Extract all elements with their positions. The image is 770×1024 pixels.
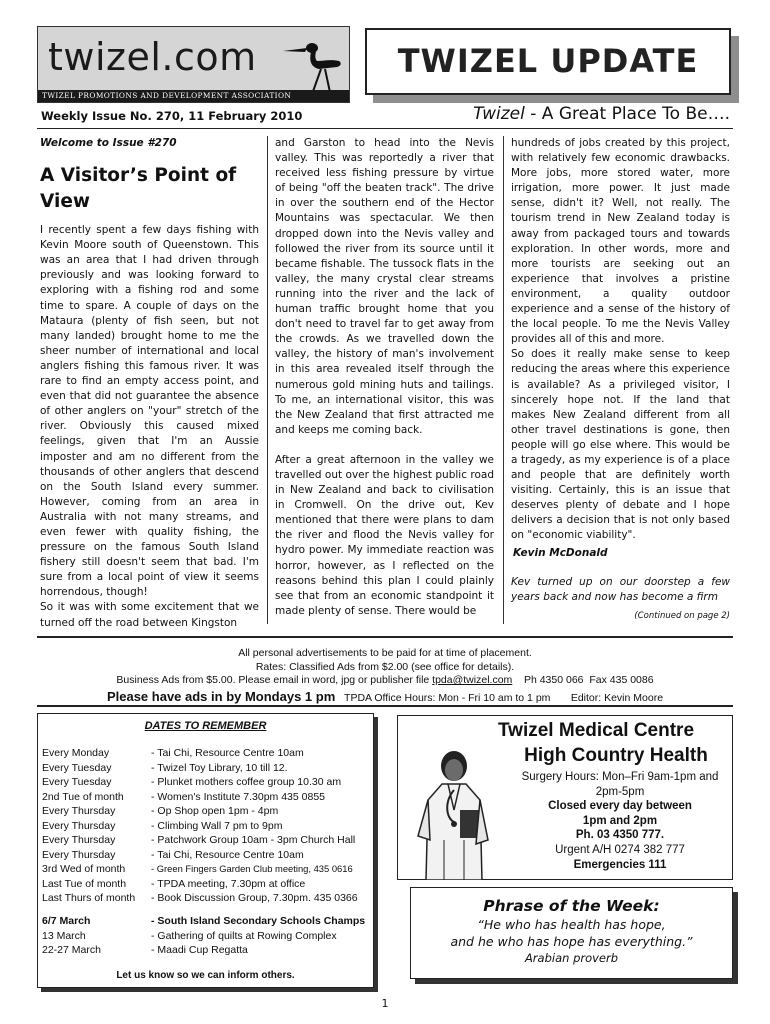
ads-rates: Rates: Classified Ads from $2.00 (see office for details). bbox=[255, 660, 515, 673]
date-event: - Women's Institute 7.30pm 435 0855 bbox=[151, 790, 325, 803]
date-day: Every Thursday bbox=[42, 819, 116, 832]
phrase-author: Arabian proverb bbox=[524, 951, 619, 965]
phrase-line-1: “He who has health has hope, bbox=[477, 917, 666, 932]
date-day: 6/7 March bbox=[42, 915, 91, 927]
date-day: Every Thursday bbox=[42, 848, 116, 861]
ads-business-rates bbox=[37, 674, 733, 688]
ads-deadline-line bbox=[37, 690, 733, 706]
date-day: Every Tuesday bbox=[42, 761, 112, 774]
date-event: - Tai Chi, Resource Centre 10am bbox=[151, 747, 304, 759]
tagline-place: Twizel bbox=[473, 104, 525, 124]
date-event: - South Island Secondary Schools Champs bbox=[151, 915, 366, 927]
newsletter-title: TWIZEL UPDATE bbox=[397, 42, 699, 80]
association-banner: TWIZEL PROMOTIONS AND DEVELOPMENT ASSOCIATION bbox=[38, 90, 349, 102]
logo-wordmark: twizel.com bbox=[48, 35, 257, 79]
masthead-logo bbox=[37, 26, 350, 103]
article-paragraph: hundreds of jobs created by this project, with relatively few economic drawbacks. More jobs, more stored water, more irrigation, more power. It just made sense, didn't it? Well, not really. The tourism trend in New Zealand today is away from packaged tours and towards exploration. In other words, more and more tourists are seeking out an experience that involves a pristine environment, a quality outdoor experience and a sense of the history of the local people. To me the Nevis Valley provides all of this and more. bbox=[511, 137, 730, 346]
ads-deadline: Please have ads in by Mondays 1 pm bbox=[106, 688, 336, 704]
continued-note: (Continued on page 2) bbox=[634, 611, 730, 621]
column-divider bbox=[267, 136, 268, 624]
date-day: Last Tue of month bbox=[42, 877, 127, 890]
date-event: - Plunket mothers coffee group 10.30 am bbox=[151, 776, 342, 788]
date-event: - TPDA meeting, 7.30pm at office bbox=[151, 877, 306, 890]
date-day: 2nd Tue of month bbox=[42, 790, 124, 803]
dates-title: DATES TO REMEMBER bbox=[144, 720, 267, 732]
article-column-3 bbox=[511, 136, 730, 605]
office-hours: TPDA Office Hours: Mon - Fri 10 am to 1 pm bbox=[344, 691, 551, 704]
author-footnote: Kev turned up on our doorstep a few years back and now has become a firm bbox=[511, 575, 730, 603]
date-day: Last Thurs of month bbox=[42, 892, 136, 904]
ads-email-link[interactable]: tpda@twizel.com bbox=[432, 674, 513, 686]
medical-centre-box bbox=[397, 715, 733, 880]
paragraph-spacer bbox=[275, 438, 494, 453]
dates-footer: Let us know so we can inform others. bbox=[116, 970, 295, 981]
advertising-info bbox=[37, 636, 733, 707]
medical-phone: Ph. 03 4350 777. bbox=[575, 829, 665, 842]
date-event: - Green Fingers Garden Club meeting, 435 0616 bbox=[151, 863, 353, 874]
article-column-2 bbox=[275, 136, 494, 619]
doctor-illustration-icon bbox=[404, 740, 502, 880]
medical-centre-info bbox=[506, 770, 734, 872]
stilt-bird-icon bbox=[281, 31, 343, 99]
date-day: Every Tuesday bbox=[42, 776, 112, 788]
date-day: 3rd Wed of month bbox=[42, 863, 126, 875]
article-paragraph: After a great afternoon in the valley we travelled out over the highest public road in New Zealand and back to civilisation in Cromwell. On the drive out, Kev mentioned that there were plans to dam the river and flood the Nevis valley for hydro power. My immediate reaction was horror, however, as I reflected on the reasons behind this plan I could plainly see that from an economic standpoint it made plenty of sense. There would be bbox=[275, 453, 494, 617]
header-divider bbox=[37, 128, 733, 129]
phrase-line-2: and he who has hope has everything.” bbox=[450, 934, 693, 949]
page-number: 1 bbox=[381, 997, 389, 1010]
dates-to-remember bbox=[37, 713, 374, 988]
article-headline: A Visitor’s Point of View bbox=[40, 165, 237, 213]
date-day: 22-27 March bbox=[42, 944, 101, 956]
urgent-after-hours: Urgent A/H 0274 382 777 bbox=[555, 843, 685, 856]
date-event: - Patchwork Group 10am - 3pm Church Hall bbox=[151, 834, 356, 846]
date-event: - Op Shop open 1pm - 4pm bbox=[151, 805, 279, 817]
surgery-hours: Surgery Hours: Mon–Fri 9am-1pm and bbox=[521, 771, 719, 783]
phrase-of-the-week bbox=[410, 887, 733, 979]
medical-centre-subtitle: High Country Health bbox=[524, 745, 708, 766]
article-author: Kevin McDonald bbox=[513, 546, 608, 559]
article-paragraph: So it was with some excitement that we turned off the road between Kingston bbox=[40, 601, 259, 629]
date-event: - Gathering of quilts at Rowing Complex bbox=[151, 929, 337, 942]
date-day: Every Thursday bbox=[42, 834, 116, 846]
tagline bbox=[473, 104, 730, 124]
medical-centre-title: Twizel Medical Centre bbox=[497, 720, 695, 741]
ads-contact-numbers: Ph 4350 066 Fax 435 0086 bbox=[512, 674, 654, 686]
date-event: - Tai Chi, Resource Centre 10am bbox=[151, 848, 304, 861]
issue-info: Weekly Issue No. 270, 11 February 2010 bbox=[41, 109, 303, 123]
article-paragraph: I recently spent a few days fishing with Kevin Moore south of Queenstown. This was an area that I had driven through previously and was looking forward to exploring with a fishing rod and some time to spare. A couple of days on the Mataura (plenty of fish seen, but not many landed) brought home to me the sheer number of international and local anglers fishing this famous river. It was rare to find an empty access point, and even that did not guarantee the absence of other anglers on "your" stretch of the river. Obviously this caused mixed feelings, given that I'm an Aussie imposter and am no different from the thousands of other anglers that descend on the South Island every summer. However, coming from an area in Australia with not many streams, and even fewer with quality fishing, the pressure on the famous South Island fishery still doesn't seem that bad. I'm sure from a local point of view it seems horrendous, though! bbox=[40, 224, 259, 599]
newsletter-title-box bbox=[365, 28, 731, 95]
emergency-number: Emergencies 111 bbox=[573, 858, 667, 871]
article-paragraph: So does it really make sense to keep reducing the areas where this experience is available? As a privileged visitor, I sincerely hope not. If the land that makes New Zealand different from all other travel destinations is gone, then people will go else where. This would be a tragedy, as my experience is of a place and people that are definitely worth visiting. Certainly, this is an issue that deserves plenty of debate and I hope delivers a decision that is not only based on "economic viability". bbox=[511, 348, 730, 542]
surgery-hours-afternoon: 2pm-5pm bbox=[595, 785, 645, 798]
ads-business-text: Business Ads from $5.00. Please email in word, jpg or publisher file bbox=[116, 674, 433, 686]
date-event: - Maadi Cup Regatta bbox=[151, 944, 248, 956]
date-day: Every Monday bbox=[42, 747, 110, 759]
closed-hours: 1pm and 2pm bbox=[582, 814, 658, 827]
date-event: - Book Discussion Group, 7.30pm. 435 0366 bbox=[151, 892, 358, 904]
column-divider bbox=[503, 136, 504, 624]
editor-credit: Editor: Kevin Moore bbox=[570, 691, 664, 704]
welcome-line: Welcome to Issue #270 bbox=[40, 137, 177, 149]
article-column-1 bbox=[40, 136, 259, 631]
tagline-text: - A Great Place To Be…. bbox=[524, 104, 730, 124]
phrase-title: Phrase of the Week: bbox=[483, 897, 660, 915]
date-event: - Climbing Wall 7 pm to 9pm bbox=[151, 819, 283, 832]
date-day: Every Thursday bbox=[42, 805, 116, 817]
ads-payment-note: All personal advertisements to be paid for at time of placement. bbox=[238, 647, 532, 659]
date-day: 13 March bbox=[42, 929, 86, 942]
article-paragraph: and Garston to head into the Nevis valley. This was reportedly a river that received less fishing pressure by virtue of being "off the beaten track". The drive in over the southern end of the Hector Mountains was spectacular. We then dropped down into the Nevis valley and followed the river from its source until it became fishable. The tussock flats in the valley, the many crystal clear streams running into the river and the lack of human traffic brought home that you don't need to travel far to get away from the crowds. As we travelled down the valley, the history of man's involvement in this area revealed itself through the numerous gold mining huts and tailings. To me, an international visitor, this was the New Zealand that first attracted me and keeps me coming back. bbox=[275, 137, 494, 436]
closed-notice: Closed every day between bbox=[548, 800, 692, 813]
date-event: - Twizel Toy Library, 10 till 12. bbox=[151, 761, 288, 774]
